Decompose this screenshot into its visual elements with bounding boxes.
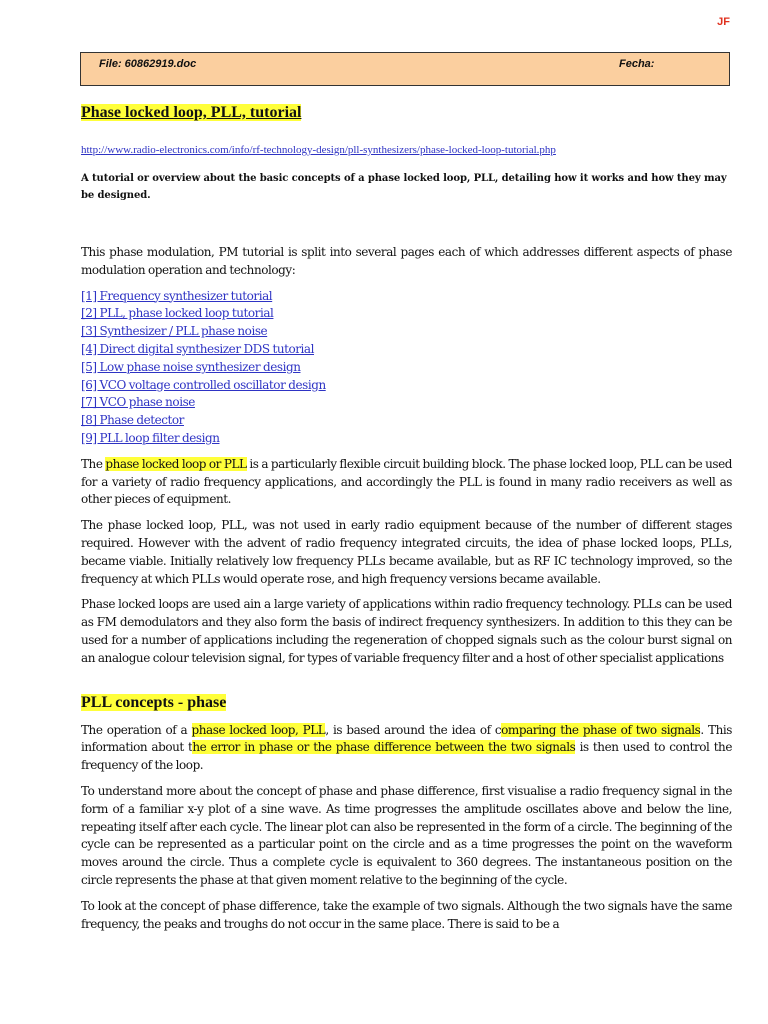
paragraph-phase-difference: To look at the concept of phase difference, take the example of two signals. Although the two signals have the same frequency, the peaks and troughs do not occur in the same place. There is said to be a <box>81 898 732 931</box>
list-item <box>81 412 732 430</box>
tutorial-link-4[interactable]: [4] Direct digital synthesizer DDS tutorial <box>81 341 315 356</box>
source-url-link[interactable]: http://www.radio-electronics.com/info/rf-technology-design/pll-synthesizers/phase-locked-loop-tutorial.php <box>81 144 556 156</box>
tutorial-link-3[interactable]: [3] Synthesizer / PLL phase noise <box>81 324 268 339</box>
list-item <box>81 305 732 323</box>
summary-text: A tutorial or overview about the basic concepts of a phase locked loop, PLL, detailing how it works and how they may be designed. <box>81 173 727 201</box>
author-initials: JF <box>717 16 730 28</box>
highlight: omparing the phase of two signals <box>501 722 701 737</box>
paragraph-pll-intro: The phase locked loop or PLL is a particularly flexible circuit building block. The phase locked loop, PLL can be used for a variety of radio frequency applications, and accordingly the PLL is found in many radio receivers as well as other pieces of equipment. <box>81 456 733 507</box>
paragraph-operation: The operation of a phase locked loop, PLL, is based around the idea of comparing the phase of two signals. This information about the error in phase or the phase difference between the two signals is then used to control the frequency of the loop. <box>81 722 732 773</box>
list-item <box>81 359 732 377</box>
highlight: phase locked loop or PLL <box>105 456 247 471</box>
list-item <box>81 323 732 341</box>
file-info-box <box>80 52 730 86</box>
tutorial-link-6[interactable]: [6] VCO voltage controlled oscillator design <box>81 377 326 392</box>
highlight: he error in phase or the phase difference between the two signals <box>192 740 576 755</box>
file-name: File: 60862919.doc <box>99 58 197 70</box>
tutorial-link-2[interactable]: [2] PLL, phase locked loop tutorial <box>81 306 274 321</box>
paragraph-history: The phase locked loop, PLL, was not used in early radio equipment because of the number of different stages required. However with the advent of radio frequency integrated circuits, the idea of phase locked loops, PLLs, became viable. Initially relatively low frequency PLLs became available, but as RF IC technology improved, so the frequency at which PLLs would operate rose, and high frequency versions became available. <box>81 518 732 586</box>
list-item <box>81 394 732 412</box>
date-label: Fecha: <box>619 58 655 70</box>
list-item <box>81 377 732 395</box>
section-heading: PLL concepts - phase <box>81 693 227 711</box>
tutorial-link-1[interactable]: [1] Frequency synthesizer tutorial <box>81 288 273 303</box>
tutorial-link-5[interactable]: [5] Low phase noise synthesizer design <box>81 359 301 374</box>
tutorial-link-list <box>81 288 732 448</box>
highlight: phase locked loop, PLL <box>191 722 326 737</box>
paragraph-applications: Phase locked loops are used ain a large variety of applications within radio frequency technology. PLLs can be used as FM demodulators and they also form the basis of indirect frequency synthesizers. In addition to this they can be used for a number of applications including the regeneration of chopped signals such as the colour burst signal on an analogue colour television signal, for types of variable frequency filter and a host of other specialist applications <box>81 597 732 665</box>
tutorial-link-7[interactable]: [7] VCO phase noise <box>81 395 195 410</box>
intro-paragraph: This phase modulation, PM tutorial is split into several pages each of which addresses different aspects of phase modulation operation and technology: <box>81 245 732 277</box>
document-body <box>81 104 732 941</box>
list-item <box>81 288 732 306</box>
tutorial-link-9[interactable]: [9] PLL loop filter design <box>81 430 220 445</box>
page-title: Phase locked loop, PLL, tutorial <box>81 104 302 121</box>
list-item <box>81 430 732 448</box>
tutorial-link-8[interactable]: [8] Phase detector <box>81 413 184 428</box>
paragraph-phase-concept: To understand more about the concept of phase and phase difference, first visualise a radio frequency signal in the form of a familiar x-y plot of a sine wave. As time progresses the amplitude oscillates above and below the line, repeating itself after each cycle. The linear plot can also be represented in the form of a circle. The beginning of the cycle can be represented as a particular point on the circle and as a time progresses the point on the waveform moves around the circle. Thus a complete cycle is equivalent to 360 degrees. The instantaneous position on the circle represents the phase at that given moment relative to the beginning of the cycle. <box>81 783 732 887</box>
list-item <box>81 341 732 359</box>
